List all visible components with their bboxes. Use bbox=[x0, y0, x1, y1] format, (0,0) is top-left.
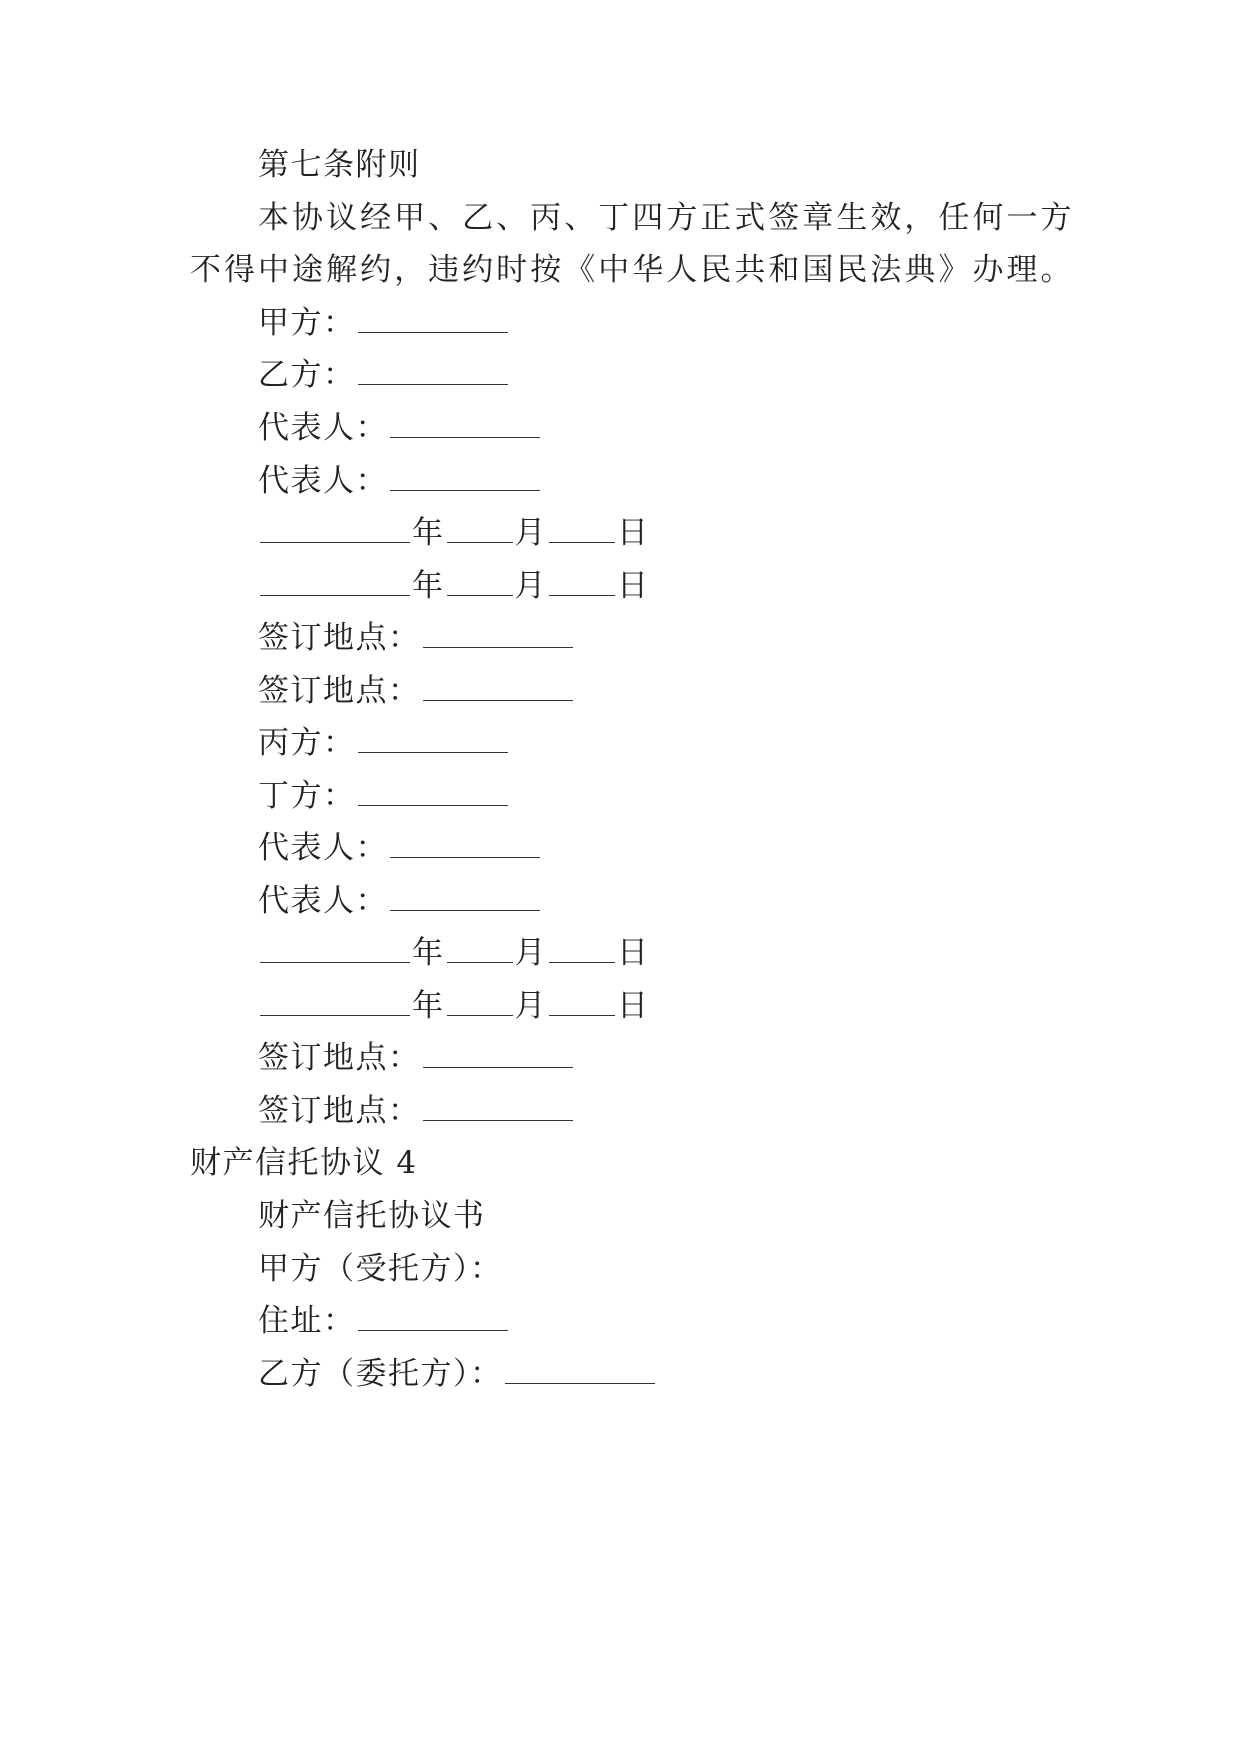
party-b-blank bbox=[358, 383, 508, 385]
year-label: 年 bbox=[412, 515, 445, 551]
party-d-row bbox=[258, 776, 510, 816]
sign-place-row-3 bbox=[258, 1038, 575, 1078]
sign-place-blank-1 bbox=[423, 646, 573, 648]
sign-place-row-2 bbox=[258, 671, 575, 711]
section-title: 财产信托协议 4 bbox=[190, 1145, 418, 1181]
party-d-label: 丁方： bbox=[258, 778, 356, 814]
sign-place-label-3: 签订地点： bbox=[258, 1040, 421, 1076]
year-blank bbox=[260, 1014, 410, 1016]
sign-place-label-2: 签订地点： bbox=[258, 673, 421, 709]
sign-place-label-4: 签订地点： bbox=[258, 1093, 421, 1129]
trustor-row bbox=[258, 1354, 657, 1394]
representative-row-1 bbox=[258, 408, 542, 448]
party-b-row bbox=[258, 355, 510, 395]
date-row-3 bbox=[258, 933, 650, 973]
sign-place-row-4 bbox=[258, 1091, 575, 1131]
party-b-label: 乙方： bbox=[258, 357, 356, 393]
representative-label-2: 代表人： bbox=[258, 463, 388, 499]
party-a-row bbox=[258, 303, 510, 343]
sign-place-blank-4 bbox=[423, 1119, 573, 1121]
party-c-blank bbox=[358, 751, 508, 753]
day-blank bbox=[549, 1014, 615, 1016]
party-c-row bbox=[258, 723, 510, 763]
month-blank bbox=[447, 961, 513, 963]
date-row-4 bbox=[258, 986, 650, 1026]
address-blank bbox=[358, 1329, 508, 1331]
month-label: 月 bbox=[514, 988, 547, 1024]
sign-place-blank-2 bbox=[423, 699, 573, 701]
month-blank bbox=[447, 541, 513, 543]
representative-label-1: 代表人： bbox=[258, 410, 388, 446]
day-label: 日 bbox=[617, 988, 650, 1024]
month-blank bbox=[447, 1014, 513, 1016]
day-label: 日 bbox=[617, 935, 650, 971]
party-a-label: 甲方： bbox=[258, 305, 356, 341]
day-blank bbox=[549, 961, 615, 963]
day-label: 日 bbox=[617, 515, 650, 551]
trustee-label: 甲方（受托方）： bbox=[258, 1251, 503, 1287]
representative-label-4: 代表人： bbox=[258, 883, 388, 919]
party-c-label: 丙方： bbox=[258, 725, 356, 761]
article-title: 第七条附则 bbox=[258, 147, 421, 183]
representative-row-4 bbox=[258, 881, 542, 921]
year-blank bbox=[260, 961, 410, 963]
agreement-title: 财产信托协议书 bbox=[258, 1198, 486, 1234]
year-label: 年 bbox=[412, 988, 445, 1024]
paragraph-line-2: 不得中途解约，违约时按《中华人民共和国民法典》办理。 bbox=[190, 252, 1073, 288]
party-d-blank bbox=[358, 804, 508, 806]
trustor-label: 乙方（委托方）： bbox=[258, 1356, 503, 1392]
sign-place-row-1 bbox=[258, 618, 575, 658]
representative-row-3 bbox=[258, 828, 542, 868]
date-row-1 bbox=[258, 513, 650, 553]
paragraph-line-1: 本协议经甲、乙、丙、丁四方正式签章生效，任何一方 bbox=[258, 200, 1073, 236]
date-row-2 bbox=[258, 566, 650, 606]
month-label: 月 bbox=[514, 935, 547, 971]
year-blank bbox=[260, 594, 410, 596]
month-label: 月 bbox=[514, 568, 547, 604]
year-label: 年 bbox=[412, 568, 445, 604]
month-blank bbox=[447, 594, 513, 596]
party-a-blank bbox=[358, 331, 508, 333]
year-blank bbox=[260, 541, 410, 543]
trustor-blank bbox=[505, 1382, 655, 1384]
day-label: 日 bbox=[617, 568, 650, 604]
day-blank bbox=[549, 541, 615, 543]
sign-place-blank-3 bbox=[423, 1066, 573, 1068]
representative-blank-4 bbox=[390, 909, 540, 911]
representative-label-3: 代表人： bbox=[258, 830, 388, 866]
month-label: 月 bbox=[514, 515, 547, 551]
representative-row-2 bbox=[258, 461, 542, 501]
representative-blank-2 bbox=[390, 489, 540, 491]
year-label: 年 bbox=[412, 935, 445, 971]
representative-blank-3 bbox=[390, 856, 540, 858]
address-label: 住址： bbox=[258, 1303, 356, 1339]
representative-blank-1 bbox=[390, 436, 540, 438]
sign-place-label-1: 签订地点： bbox=[258, 620, 421, 656]
address-row bbox=[258, 1301, 510, 1341]
day-blank bbox=[549, 594, 615, 596]
